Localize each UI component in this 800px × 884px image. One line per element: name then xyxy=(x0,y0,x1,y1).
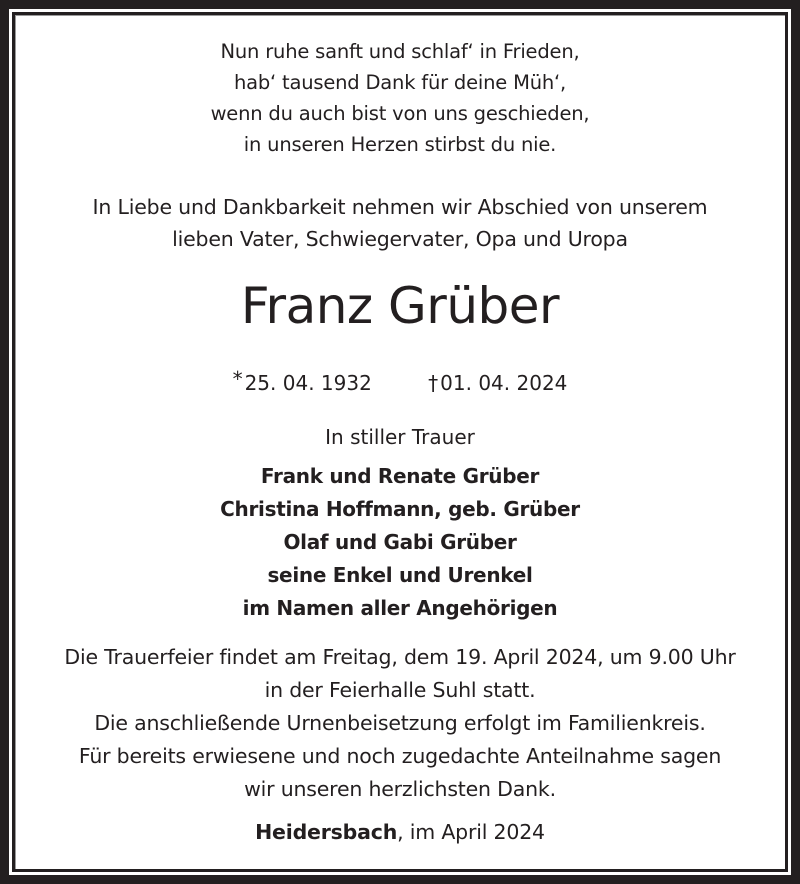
place-name: Heidersbach xyxy=(255,820,398,844)
intro-line: In Liebe und Dankbarkeit nehmen wir Abschied von unserem xyxy=(92,195,708,219)
poem-line: wenn du auch bist von uns geschieden, xyxy=(210,102,590,125)
info-line: Die anschließende Urnenbeisetzung erfolgt im Familienkreis. xyxy=(94,711,706,735)
family-member: Olaf und Gabi Grüber xyxy=(283,530,517,554)
death-date-value: 01. 04. 2024 xyxy=(440,371,568,395)
birth-date xyxy=(233,367,372,395)
death-cross-icon: † xyxy=(428,371,439,395)
info-line: in der Feierhalle Suhl statt. xyxy=(264,678,536,702)
mourning-label: In stiller Trauer xyxy=(325,425,475,449)
place-date xyxy=(15,820,785,844)
birth-date-value: 25. 04. 1932 xyxy=(244,371,372,395)
info-line: Für bereits erwiesene und noch zugedachte Anteilnahme sagen xyxy=(78,744,722,768)
info-line: Die Trauerfeier findet am Freitag, dem 19. April 2024, um 9.00 Uhr xyxy=(64,645,736,669)
intro-line: lieben Vater, Schwiegervater, Opa und Uropa xyxy=(172,227,628,251)
birth-star-icon: * xyxy=(232,367,243,391)
deceased-name: Franz Grüber xyxy=(240,277,560,335)
poem-line: in unseren Herzen stirbst du nie. xyxy=(243,133,557,156)
obituary-frame xyxy=(9,9,791,875)
family-member: Christina Hoffmann, geb. Grüber xyxy=(220,497,580,521)
life-dates xyxy=(15,367,785,395)
family-member: Frank und Renate Grüber xyxy=(260,464,540,488)
death-date xyxy=(428,371,567,395)
obituary-inner-border xyxy=(12,12,788,872)
poem-line: Nun ruhe sanft und schlaf‘ in Frieden, xyxy=(220,40,580,63)
poem-line: hab‘ tausend Dank für deine Müh‘, xyxy=(233,71,567,94)
place-date-text: , im April 2024 xyxy=(397,820,545,844)
family-member: seine Enkel und Urenkel xyxy=(267,563,533,587)
info-line: wir unseren herzlichsten Dank. xyxy=(244,777,556,801)
family-member: im Namen aller Angehörigen xyxy=(242,596,558,620)
